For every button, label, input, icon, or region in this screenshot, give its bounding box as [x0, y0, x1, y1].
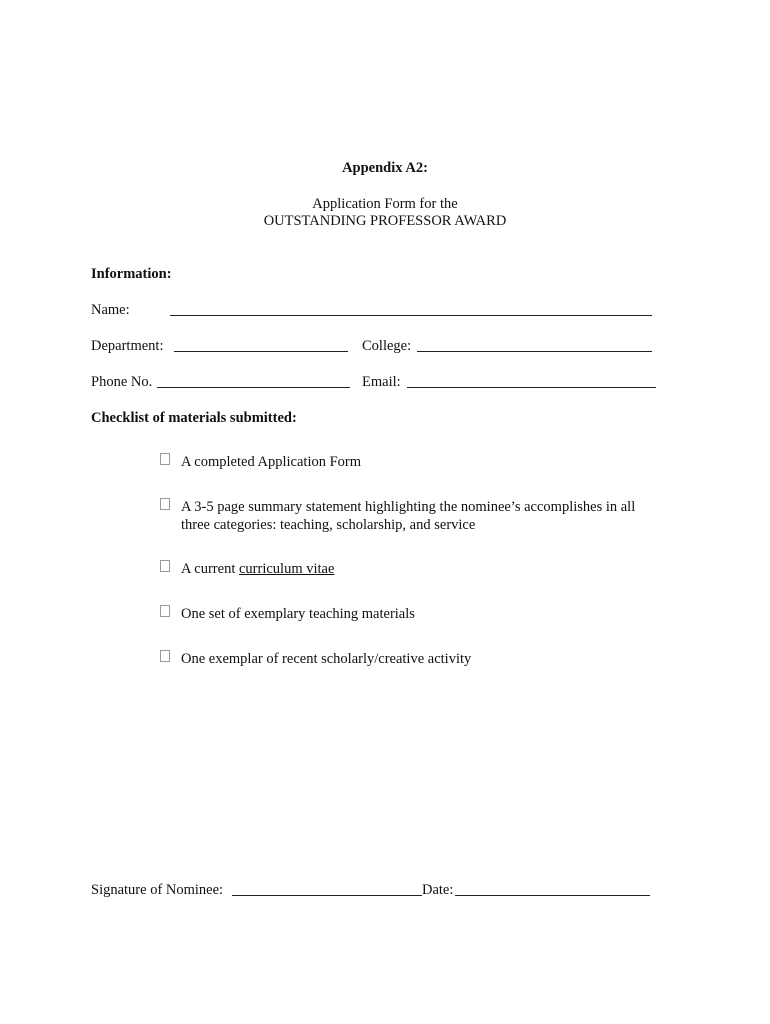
checklist-item-summary-statement-line1: A 3-5 page summary statement highlighting the nominee’s accomplishes in all	[181, 499, 636, 515]
cv-underlined-text: curriculum vitae	[238, 561, 335, 577]
email-field-line[interactable]	[407, 387, 656, 388]
checkbox-teaching-materials[interactable]	[160, 605, 170, 617]
checkbox-summary-statement[interactable]	[160, 498, 170, 510]
college-label: College:	[362, 338, 412, 354]
checklist-item-curriculum-vitae	[181, 560, 334, 578]
phone-field-line[interactable]	[157, 387, 350, 388]
checkbox-application-form[interactable]	[160, 453, 170, 465]
form-title-line2: OUTSTANDING PROFESSOR AWARD	[263, 213, 507, 229]
name-label: Name:	[91, 302, 130, 318]
date-field-line[interactable]	[455, 895, 650, 896]
signature-field-line[interactable]	[232, 895, 422, 896]
cv-prefix: A current	[181, 561, 239, 577]
checklist-heading: Checklist of materials submitted:	[91, 410, 297, 426]
checklist-item-teaching-materials: One set of exemplary teaching materials	[181, 606, 415, 622]
signature-label: Signature of Nominee:	[91, 882, 224, 898]
information-heading: Information:	[91, 266, 172, 282]
college-field-line[interactable]	[417, 351, 652, 352]
email-label: Email:	[362, 374, 401, 390]
form-title-line1: Application Form for the	[312, 196, 458, 212]
checklist-item-summary-statement-line2: three categories: teaching, scholarship, and service	[181, 517, 476, 533]
department-label: Department:	[91, 338, 164, 354]
appendix-label: Appendix A2:	[342, 160, 428, 176]
department-field-line[interactable]	[174, 351, 348, 352]
checkbox-curriculum-vitae[interactable]	[160, 560, 170, 572]
phone-label: Phone No.	[91, 374, 153, 390]
name-field-line[interactable]	[170, 315, 652, 316]
checkbox-scholarly-activity[interactable]	[160, 650, 170, 662]
checklist-item-scholarly-activity: One exemplar of recent scholarly/creative activity	[181, 651, 472, 667]
date-label: Date:	[422, 882, 454, 898]
checklist-item-application-form: A completed Application Form	[181, 454, 362, 470]
